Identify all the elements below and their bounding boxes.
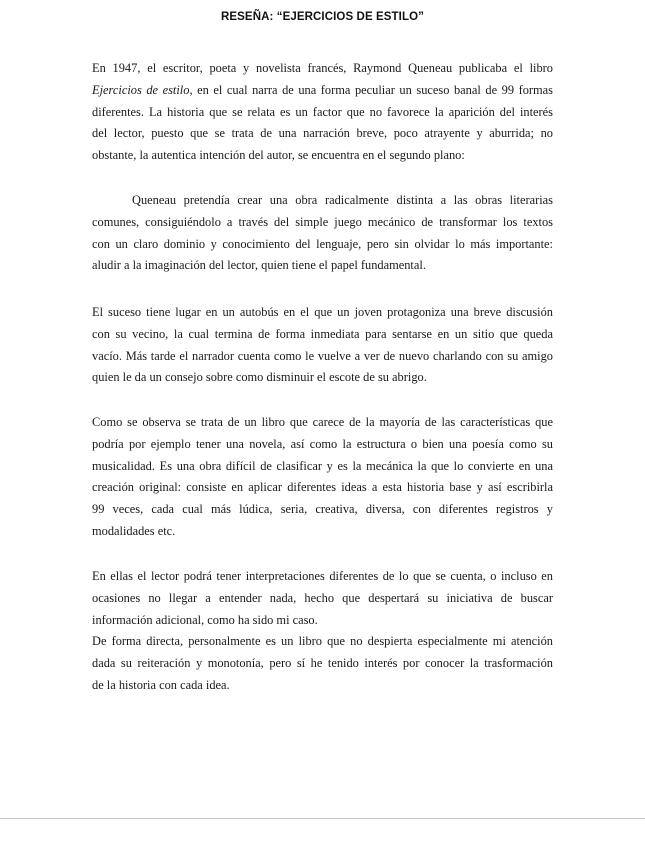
paragraph-line: obstante, la autentica intención del autor, se encuentra en el segundo plano: [92,148,465,163]
paragraph-2 [92,190,553,277]
paragraph-line: musicalidad. Es una obra difícil de clasificar y es la mecánica la que lo convierte en una [92,458,553,473]
paragraph-line [92,80,553,102]
paragraph-line: modalidades etc. [92,523,176,538]
paragraph-1 [92,58,553,167]
paragraph-line: del lector, puesto que se trata de una narración breve, poco atrayente y aburrida; no [92,126,553,141]
paragraph-line: El suceso tiene lugar en un autobús en el que un joven protagoniza una breve discusión [92,305,553,319]
page-bottom-divider [0,818,645,819]
paragraph-line: dada su reiteración y monotonía, pero sí he tenido interés por conocer la trasformación [92,656,553,671]
document-title: RESEÑA: “EJERCICIOS DE ESTILO” [220,11,424,23]
paragraph-line: De forma directa, personalmente es un libro que no despierta especialmente mi atención [92,634,553,649]
paragraph-line: Queneau pretendía crear una obra radicalmente distinta a las obras literarias [132,193,553,207]
paragraph-line: ocasiones no llegar a entender nada, hecho que despertará su iniciativa de buscar [92,590,553,605]
paragraph-line: información adicional, como ha sido mi caso. [92,612,318,627]
paragraph-4 [92,412,553,543]
paragraph-line: 99 veces, cada cual más lúdica, seria, creativa, diversa, con diferentes registros y [92,502,553,517]
paragraph-line: Como se observa se trata de un libro que carece de la mayoría de las características que [92,415,553,429]
paragraph-line: aludir a la imaginación del lector, quien tiene el papel fundamental. [92,258,426,273]
paragraph-5 [92,566,553,697]
paragraph-line: comunes, consiguiéndolo a través del simple juego mecánico de transformar los textos [92,214,553,229]
paragraph-line-text: , en el cual narra de una forma peculiar un suceso banal de 99 formas [189,82,553,97]
paragraph-line: diferentes. La historia que se relata es un factor que no favorece la aparición del interés [92,104,553,119]
paragraph-line: En ellas el lector podrá tener interpretaciones diferentes de lo que se cuenta, o incluso en [92,569,553,583]
paragraph-line: vacío. Más tarde el narrador cuenta como le vuelve a ver de nuevo charlando con su amigo [92,348,553,363]
paragraph-line: con un claro dominio y conocimiento del lenguaje, pero sin olvidar lo más importante: [92,236,553,251]
paragraph-line: podría por ejemplo tener una novela, así como la estructura o bien una poesía como su [92,436,553,451]
paragraph-line: En 1947, el escritor, poeta y novelista francés, Raymond Queneau publicaba el libro [92,61,553,75]
paragraph-line: creación original: consiste en aplicar diferentes ideas a esta historia base y así escribirla [92,480,553,495]
paragraph-line: quien le da un consejo sobre como disminuir el escote de su abrigo. [92,370,427,385]
book-title-italic: Ejercicios de estilo [92,82,190,97]
paragraph-line: de la historia con cada idea. [92,677,230,692]
paragraph-line: con su vecino, la cual termina de forma inmediata para sentarse en un sitio que queda [92,326,553,341]
paragraph-3 [92,302,553,389]
